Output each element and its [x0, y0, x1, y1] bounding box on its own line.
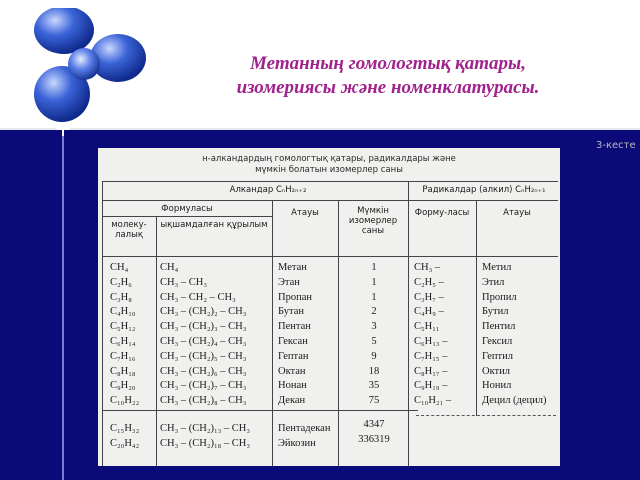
table-cell: 1: [371, 276, 377, 288]
table-cell: Пропил: [482, 291, 517, 303]
header-alkanes: Алкандар CₙH₂ₙ₊₂: [229, 185, 307, 195]
header-formulas: Формуласы: [161, 204, 213, 214]
isomer-count-column: [342, 261, 406, 409]
table-cell: C₁₀H₂₂: [110, 395, 140, 407]
table-cell: C₂H₆: [110, 276, 132, 288]
table-cell: CH₃ –: [414, 262, 441, 273]
table-cell: Пентан: [278, 321, 311, 333]
radical-formula-column: [414, 261, 451, 409]
table-cell: CH₃ – (CH₂)₅ – CH₃: [160, 350, 247, 362]
table-cell: Гексил: [482, 335, 513, 347]
table-cell: CH₄: [160, 262, 179, 273]
molecular-formula-column: [110, 261, 139, 409]
grid-line: [408, 181, 409, 466]
homologous-series-table: [98, 148, 560, 466]
table-cell: 2: [371, 306, 377, 318]
table-cell: Нонил: [482, 380, 512, 392]
table-cell: C₆H₁₄: [110, 335, 136, 347]
table-title-line2: мүмкін болатын изомерлер саны: [255, 165, 403, 175]
grid-line: [102, 410, 418, 411]
table-cell: C₅H₁₁: [414, 321, 440, 333]
table-cell: CH₄: [110, 262, 129, 273]
table-cell: Этил: [482, 276, 505, 288]
table-cell: C₆H₁₃ –: [414, 335, 448, 347]
condensed-formula-column: [160, 261, 246, 409]
header-radical-name: Атауы: [503, 208, 531, 218]
radical-name-column: [482, 261, 547, 409]
slide-title-line1: Метанның гомологтық қатары,: [250, 53, 526, 74]
table-title: [98, 154, 560, 176]
table-cell: CH₃ – (CH₂)₃ – CH₃: [160, 321, 247, 333]
header-radicals: Радикалдар (алкил) CₙH₂ₙ₊₁: [422, 185, 546, 195]
table-cell: CH₃ – (CH₂)₈ – CH₃: [160, 395, 247, 407]
table-cell: C₉H₂₀: [110, 380, 136, 392]
table-cell: C₃H₇ –: [414, 291, 444, 303]
table-cell: 1: [371, 262, 377, 273]
header-isomers: Мүмкін изомерлер саны: [348, 206, 398, 236]
table-cell: Бутан: [278, 306, 305, 318]
table-cell: 3: [371, 321, 377, 333]
table-cell: C₉H₁₉ –: [414, 380, 448, 392]
grid-line: [102, 216, 272, 217]
table-cell: C₈H₁₇ –: [414, 365, 448, 377]
table-cell: Нонан: [278, 380, 307, 392]
dashed-separator: [416, 415, 556, 416]
grid-line: [156, 216, 157, 466]
table-cell: C₁₅H₃₂: [110, 423, 140, 434]
table-cell: Октан: [278, 365, 306, 377]
table-cell: CH₃ – CH₂ – CH₃: [160, 291, 236, 303]
table-cell: CH₃ – (CH₂)₇ – CH₃: [160, 380, 247, 392]
table-cell: 35: [368, 380, 380, 392]
extra-name-column: [278, 422, 330, 452]
table-cell: CH₃ – (CH₂)₂ – CH₃: [160, 306, 247, 318]
grid-line: [476, 200, 477, 416]
header-molecular: молеку-лалық: [111, 220, 147, 240]
table-cell: 18: [368, 365, 380, 377]
slide-title-line2: изомериясы және номенклатурасы.: [236, 77, 540, 98]
table-cell: Этан: [278, 276, 300, 288]
table-cell: CH₃ – (CH₂)₄ – CH₃: [160, 335, 247, 347]
table-cell: 4347: [363, 419, 385, 430]
table-cell: CH₃ – (CH₂)₁₈ – CH₃: [160, 437, 251, 449]
table-cell: C₈H₁₈: [110, 365, 136, 377]
vertical-accent-line: [62, 128, 64, 480]
table-cell: Гептан: [278, 350, 309, 362]
alkane-name-column: [278, 261, 312, 409]
table-cell: 1: [371, 291, 377, 303]
table-cell: Гексан: [278, 335, 308, 347]
grid-line: [272, 200, 273, 466]
table-cell: Декан: [278, 395, 306, 407]
table-cell: C₇H₁₆: [110, 350, 136, 362]
table-cell: 75: [368, 395, 380, 407]
extra-isomer-column: [342, 418, 406, 448]
table-cell: 5: [371, 335, 377, 347]
grid-line: [102, 200, 558, 201]
table-cell: C₅H₁₂: [110, 321, 136, 333]
table-cell: CH₃ – (CH₂)₁₃ – CH₃: [160, 423, 251, 434]
methane-molecule-icon: [28, 8, 148, 128]
table-cell: C₂₀H₄₂: [110, 437, 140, 449]
crosshair-decoration-icon: [56, 122, 70, 136]
table-cell: Пропан: [278, 291, 312, 303]
header-condensed: ықшамдалған құрылым: [160, 220, 268, 230]
table-cell: C₁₀H₂₁ –: [414, 395, 452, 407]
extra-molecular-column: [110, 422, 139, 452]
table-cell: CH₃ – (CH₂)₆ – CH₃: [160, 365, 247, 377]
grid-line: [338, 200, 339, 466]
table-cell: C₄H₉ –: [414, 306, 444, 318]
table-cell: Гептил: [482, 350, 513, 362]
table-cell: Пентил: [482, 321, 516, 333]
table-cell: Октил: [482, 365, 510, 377]
divider-line: [0, 128, 640, 130]
table-cell: C₇H₁₅ –: [414, 350, 448, 362]
table-cell: CH₃ – CH₃: [160, 276, 207, 288]
table-cell: Метил: [482, 262, 512, 273]
table-cell: C₃H₈: [110, 291, 132, 303]
header-radical-formula: Форму-ласы: [414, 208, 470, 218]
table-cell: Метан: [278, 262, 307, 273]
table-cell: Бутил: [482, 306, 509, 318]
table-cell: Децил (децил): [482, 395, 547, 407]
table-title-line1: н-алкандардың гомологтық қатары, радикалдары және: [202, 154, 456, 164]
table-cell: 9: [371, 350, 377, 362]
grid-line: [102, 181, 558, 182]
table-cell: 336319: [358, 433, 390, 445]
table-cell: Пентадекан: [278, 423, 331, 434]
header-name: Атауы: [291, 208, 319, 218]
page-mark: 3-кесте: [596, 140, 636, 151]
grid-line: [102, 256, 558, 257]
slide-header: [0, 0, 640, 128]
slide-title: [168, 52, 608, 100]
extra-condensed-column: [160, 422, 250, 452]
table-cell: C₂H₅ –: [414, 276, 444, 288]
table-cell: Эйкозин: [278, 437, 316, 449]
table-cell: C₄H₁₀: [110, 306, 136, 318]
